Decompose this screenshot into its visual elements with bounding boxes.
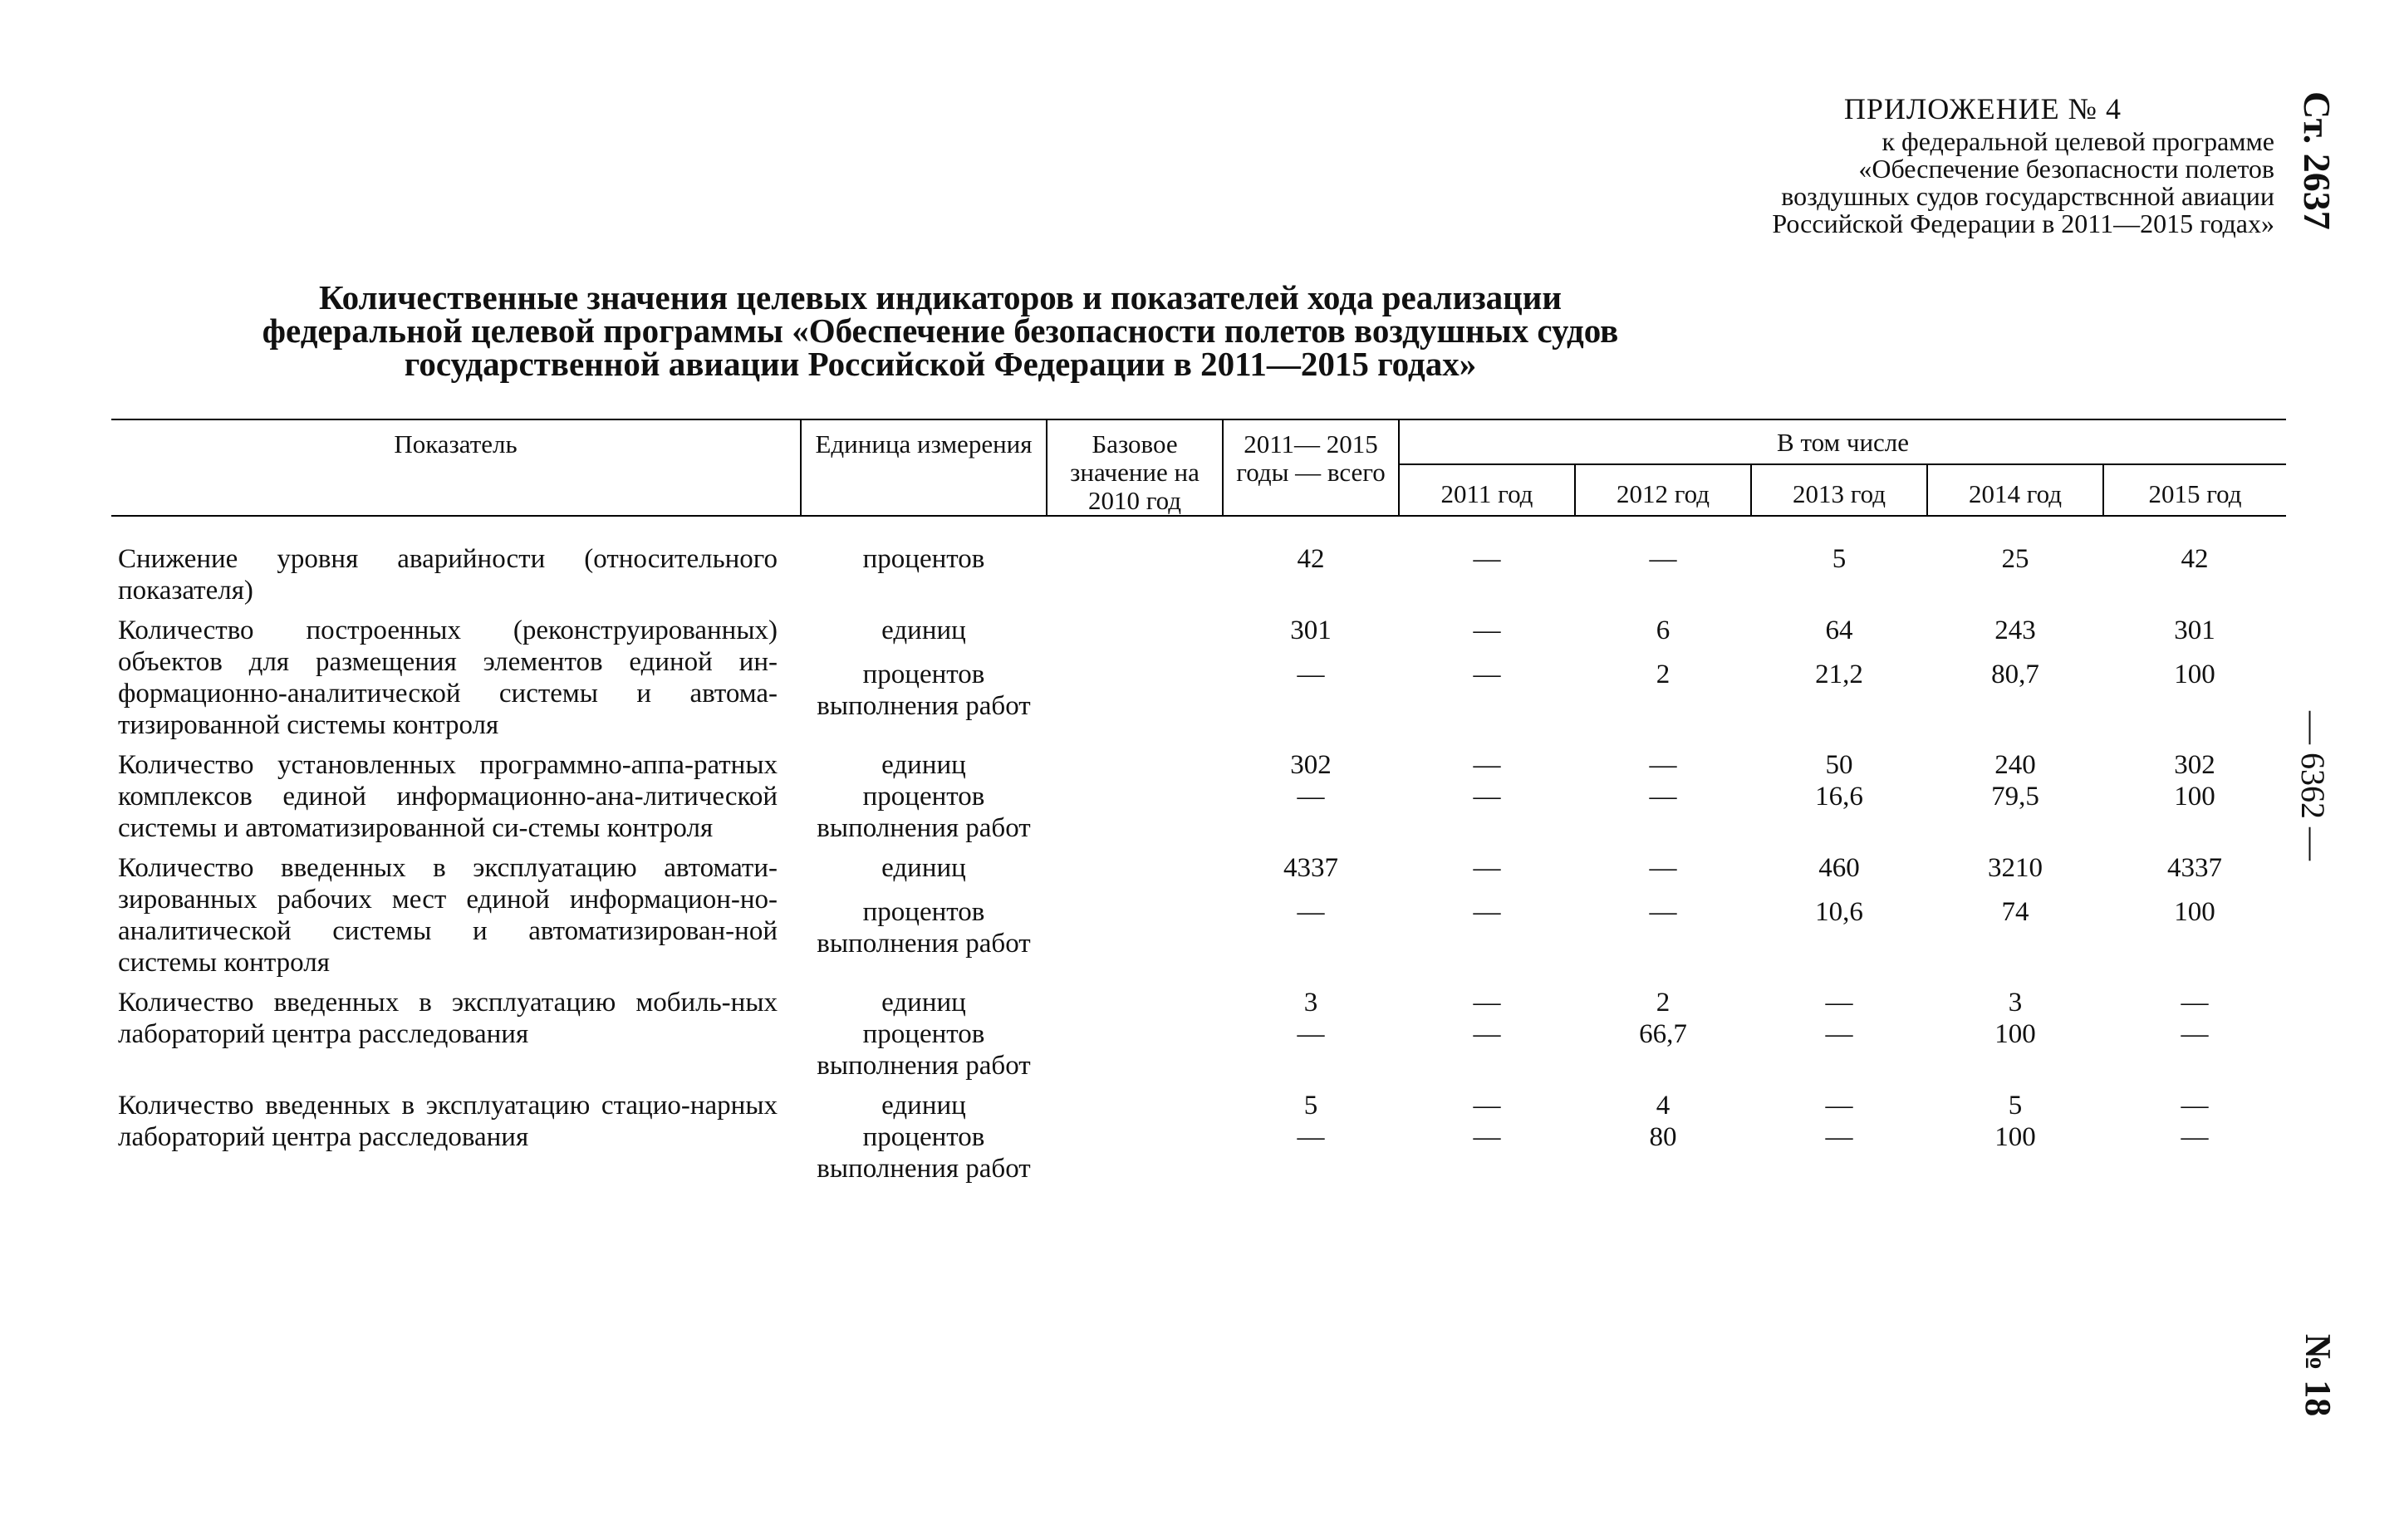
table-row <box>111 606 2286 659</box>
title-line: государственной авиации Российской Федерации в 2011—2015 годах» <box>404 345 1477 383</box>
indicator-name: Количество введенных в эксплуатацию стацио-нарных лабораторий центра расследования <box>118 1091 778 1152</box>
year-2012-cell: 2 <box>1656 659 1671 689</box>
year-2012-cell: 80 <box>1649 1122 1677 1152</box>
year-2014-cell: 243 <box>1994 616 2036 645</box>
total-cell: 5 <box>1303 1091 1318 1121</box>
total-cell: — <box>1297 896 1325 927</box>
year-2014-cell: 25 <box>2001 544 2029 574</box>
year-2011-cell: — <box>1473 616 1501 645</box>
unit-cell: единиц <box>881 616 966 645</box>
title-line: федеральной целевой программы «Обеспечение безопасности полетов воздушных судов <box>262 311 1619 350</box>
year-2014-cell: 5 <box>2008 1091 2023 1121</box>
base-value-cell <box>1047 1121 1223 1184</box>
year-2011-cell: — <box>1473 988 1501 1018</box>
year-2015-cell: 301 <box>2174 616 2215 645</box>
year-2011-cell: — <box>1473 782 1501 812</box>
base-value-cell <box>1047 1018 1223 1081</box>
year-2013-cell: 460 <box>1818 853 1860 883</box>
year-2015-cell: 4337 <box>2167 853 2223 883</box>
header-year: 2014 год <box>1927 464 2103 516</box>
unit-cell: единиц <box>881 988 966 1018</box>
table-header <box>111 419 2286 516</box>
total-cell: — <box>1297 1122 1325 1152</box>
year-2011-cell: — <box>1473 1122 1501 1152</box>
page-number <box>2273 711 2404 877</box>
year-2015-cell: 302 <box>2174 750 2215 780</box>
year-2015-cell: — <box>2181 1091 2209 1121</box>
year-2015-cell: 100 <box>2174 896 2215 927</box>
year-2014-cell: 79,5 <box>1991 782 2039 812</box>
header-total: 2011— 2015 годы — всего <box>1223 419 1399 516</box>
year-2014-cell: 74 <box>2001 896 2029 927</box>
appendix-line: к федеральной целевой программе <box>1881 126 2274 156</box>
base-value-cell <box>1047 606 1223 659</box>
header-indicator: Показатель <box>111 419 801 516</box>
year-2013-cell: 50 <box>1825 750 1853 780</box>
page-number-text: — 6362 — <box>2294 711 2332 861</box>
total-cell: 42 <box>1297 544 1325 574</box>
article-reference <box>2273 91 2404 230</box>
year-2012-cell: 4 <box>1656 1091 1671 1121</box>
appendix-line: Российской Федерации в 2011—2015 годах» <box>1772 208 2274 238</box>
total-cell: 301 <box>1290 616 1332 645</box>
year-2014-cell: 3210 <box>1988 853 2043 883</box>
indicator-name: Снижение уровня аварийности (относительного показателя) <box>118 544 778 606</box>
indicators-table <box>111 419 2286 1184</box>
year-2012-cell: 66,7 <box>1639 1019 1687 1049</box>
unit-cell: процентов выполнения работ <box>817 1019 1031 1081</box>
unit-cell: единиц <box>881 750 966 780</box>
unit-cell: процентов <box>862 544 985 574</box>
year-2013-cell: 64 <box>1825 616 1853 645</box>
indicator-name: Количество построенных (реконструированных) объектов для размещения элементов единой ин-формационно-аналитической системы и автома-тизированной системы контроля <box>118 616 778 740</box>
year-2012-cell: 2 <box>1656 988 1671 1018</box>
year-2012-cell: — <box>1649 896 1677 927</box>
issue-number <box>2273 1334 2404 1434</box>
year-2014-cell: 3 <box>2008 988 2023 1018</box>
year-2013-cell: — <box>1825 1019 1853 1049</box>
base-value-cell <box>1047 978 1223 1018</box>
base-value-cell <box>1047 535 1223 606</box>
year-2011-cell: — <box>1473 750 1501 780</box>
document-title <box>0 278 1881 383</box>
total-cell: — <box>1297 1019 1325 1049</box>
year-2014-cell: 240 <box>1994 750 2036 780</box>
base-value-cell <box>1047 741 1223 781</box>
header-base-value: Базовое значение на 2010 год <box>1047 419 1223 516</box>
year-2013-cell: 21,2 <box>1815 659 1863 689</box>
base-value-cell <box>1047 659 1223 741</box>
base-value-cell <box>1047 844 1223 896</box>
year-2013-cell: — <box>1825 1091 1853 1121</box>
unit-cell: единиц <box>881 853 966 883</box>
year-2011-cell: — <box>1473 659 1501 689</box>
year-2014-cell: 100 <box>1994 1122 2036 1152</box>
year-2012-cell: — <box>1649 544 1677 574</box>
appendix-line: воздушных судов государствснной авиации <box>1781 181 2274 211</box>
base-value-cell <box>1047 781 1223 844</box>
total-cell: 3 <box>1303 988 1318 1018</box>
appendix-header <box>1444 90 2274 238</box>
year-2014-cell: 80,7 <box>1991 659 2039 689</box>
year-2015-cell: — <box>2181 988 2209 1018</box>
header-year: 2011 год <box>1399 464 1575 516</box>
year-2012-cell: 6 <box>1656 616 1671 645</box>
table-row <box>111 535 2286 606</box>
year-2011-cell: — <box>1473 1091 1501 1121</box>
year-2014-cell: 100 <box>1994 1019 2036 1049</box>
year-2011-cell: — <box>1473 896 1501 927</box>
indicator-name: Количество введенных в эксплуатацию мобиль-ных лабораторий центра расследования <box>118 988 778 1049</box>
header-year: 2015 год <box>2103 464 2286 516</box>
year-2012-cell: — <box>1649 853 1677 883</box>
table-body <box>111 516 2286 1184</box>
indicator-name: Количество введенных в эксплуатацию автомати-зированных рабочих мест единой информацион-но-аналитической системы и автоматизирован-ной системы контроля <box>118 853 778 978</box>
base-value-cell <box>1047 1081 1223 1121</box>
total-cell: 4337 <box>1283 853 1338 883</box>
year-2011-cell: — <box>1473 1019 1501 1049</box>
unit-cell: единиц <box>881 1091 966 1121</box>
year-2011-cell: — <box>1473 544 1501 574</box>
year-2013-cell: 16,6 <box>1815 782 1863 812</box>
year-2015-cell: 100 <box>2174 659 2215 689</box>
year-2013-cell: 10,6 <box>1815 896 1863 927</box>
table-row <box>111 844 2286 896</box>
year-2013-cell: — <box>1825 988 1853 1018</box>
total-cell: 302 <box>1290 750 1332 780</box>
header-including: В том числе <box>1399 419 2286 464</box>
header-rule <box>111 516 2286 535</box>
year-2013-cell: — <box>1825 1122 1853 1152</box>
table-row <box>111 741 2286 781</box>
year-2015-cell: 100 <box>2174 782 2215 812</box>
total-cell: — <box>1297 782 1325 812</box>
issue-number-text: № 18 <box>2298 1334 2338 1417</box>
year-2015-cell: — <box>2181 1122 2209 1152</box>
table-row <box>111 1081 2286 1121</box>
year-2012-cell: — <box>1649 750 1677 780</box>
year-2013-cell: 5 <box>1832 544 1847 574</box>
base-value-cell <box>1047 896 1223 978</box>
header-year: 2013 год <box>1751 464 1927 516</box>
appendix-line: «Обеспечение безопасности полетов <box>1858 154 2274 184</box>
unit-cell: процентов выполнения работ <box>817 896 1031 959</box>
total-cell: — <box>1297 659 1325 689</box>
year-2011-cell: — <box>1473 853 1501 883</box>
appendix-title: ПРИЛОЖЕНИЕ № 4 <box>1843 92 2122 125</box>
header-year: 2012 год <box>1575 464 1751 516</box>
title-line: Количественные значения целевых индикаторов и показателей хода реализации <box>318 278 1563 316</box>
year-2015-cell: — <box>2181 1019 2209 1049</box>
year-2015-cell: 42 <box>2181 544 2209 574</box>
unit-cell: процентов выполнения работ <box>817 1122 1031 1184</box>
unit-cell: процентов выполнения работ <box>817 659 1031 721</box>
unit-cell: процентов выполнения работ <box>817 782 1031 843</box>
table-row <box>111 978 2286 1018</box>
year-2012-cell: — <box>1649 782 1677 812</box>
article-reference-text: Ст. 2637 <box>2296 91 2338 230</box>
header-unit: Единица измерения <box>801 419 1047 516</box>
indicator-name: Количество установленных программно-аппа-ратных комплексов единой информационно-ана-литической системы и автоматизированной си-стемы контроля <box>118 750 778 843</box>
